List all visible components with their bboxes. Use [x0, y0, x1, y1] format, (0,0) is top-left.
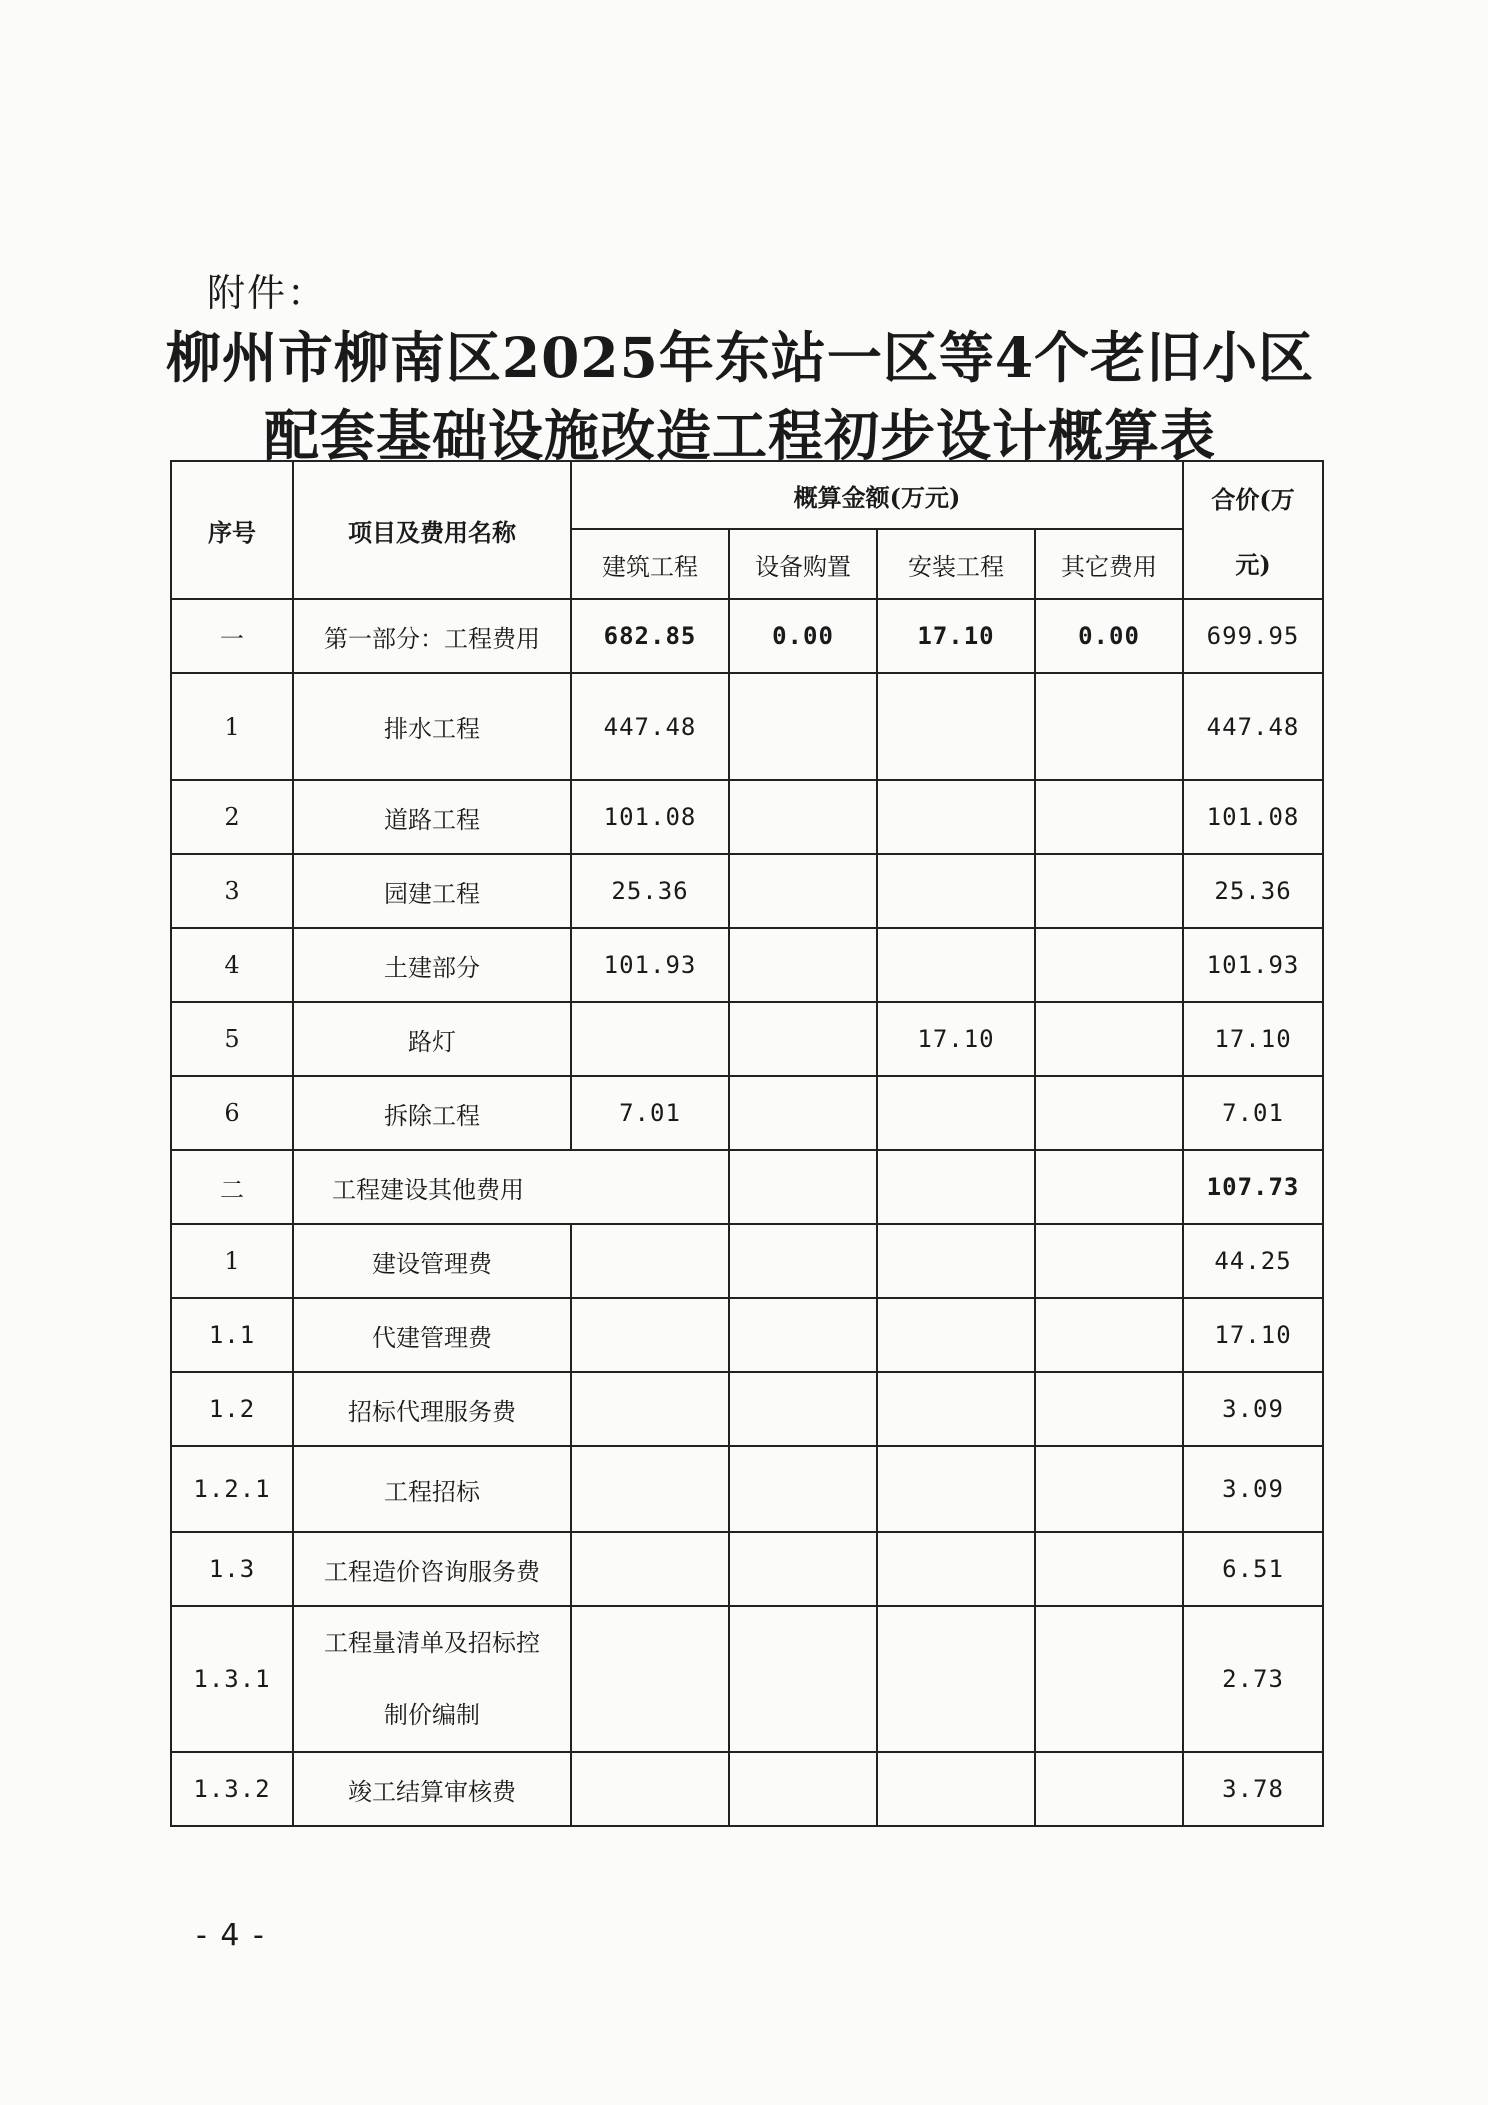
cell-name: 土建部分	[293, 928, 571, 1002]
cell-name-line-2: 制价编制	[384, 1701, 480, 1729]
cell-installation	[877, 1224, 1035, 1298]
header-construction: 建筑工程	[571, 529, 729, 599]
cell-other	[1035, 1446, 1183, 1532]
cell-other	[1035, 1224, 1183, 1298]
cell-other	[1035, 1372, 1183, 1446]
cell-other	[1035, 1002, 1183, 1076]
document-title-line-2: 配套基础设施改造工程初步设计概算表	[263, 403, 1216, 468]
header-seq: 序号	[171, 461, 293, 599]
cell-construction: 682.85	[571, 599, 729, 673]
cell-construction: 101.08	[571, 780, 729, 854]
cell-construction: 25.36	[571, 854, 729, 928]
cell-equipment	[729, 1446, 877, 1532]
cell-installation	[877, 854, 1035, 928]
cell-equipment	[729, 1298, 877, 1372]
table-row	[171, 1446, 1323, 1532]
cell-seq: 1	[171, 1224, 293, 1298]
cell-equipment	[729, 673, 877, 780]
cell-name-line-1: 工程量清单及招标控	[324, 1629, 540, 1657]
cell-construction: 447.48	[571, 673, 729, 780]
cell-seq: 3	[171, 854, 293, 928]
cell-name: 竣工结算审核费	[293, 1752, 571, 1826]
cell-installation	[877, 780, 1035, 854]
cell-seq: 1	[171, 673, 293, 780]
cell-total: 101.08	[1183, 780, 1323, 854]
table-row	[171, 1150, 1323, 1224]
table-row	[171, 780, 1323, 854]
cell-seq: 1.3.1	[171, 1606, 293, 1752]
cell-seq: 4	[171, 928, 293, 1002]
table-row	[171, 1298, 1323, 1372]
table-row	[171, 854, 1323, 928]
header-total	[1183, 461, 1323, 599]
cell-other	[1035, 1532, 1183, 1606]
table-row	[171, 599, 1323, 673]
header-total-line-2: 元)	[1235, 550, 1271, 579]
cell-construction	[571, 1002, 729, 1076]
cell-name: 工程建设其他费用	[293, 1150, 729, 1224]
cell-installation	[877, 1372, 1035, 1446]
table-row	[171, 1002, 1323, 1076]
cell-seq: 一	[171, 599, 293, 673]
cell-installation	[877, 1446, 1035, 1532]
table-row	[171, 1076, 1323, 1150]
header-equipment: 设备购置	[729, 529, 877, 599]
cell-seq: 1.1	[171, 1298, 293, 1372]
cell-other	[1035, 1150, 1183, 1224]
header-installation: 安装工程	[877, 529, 1035, 599]
cell-name: 建设管理费	[293, 1224, 571, 1298]
cell-name: 园建工程	[293, 854, 571, 928]
cell-equipment	[729, 1076, 877, 1150]
attachment-label: 附件：	[207, 271, 328, 315]
header-other: 其它费用	[1035, 529, 1183, 599]
header-name: 项目及费用名称	[293, 461, 571, 599]
cell-other	[1035, 673, 1183, 780]
cell-total: 3.78	[1183, 1752, 1323, 1826]
cell-construction: 101.93	[571, 928, 729, 1002]
cell-equipment	[729, 1372, 877, 1446]
cell-equipment	[729, 1224, 877, 1298]
cell-equipment	[729, 1752, 877, 1826]
cell-construction	[571, 1372, 729, 1446]
document-title-line-1: 柳州市柳南区2025年东站一区等4个老旧小区	[165, 325, 1315, 390]
cell-total: 3.09	[1183, 1372, 1323, 1446]
cell-equipment	[729, 1150, 877, 1224]
cell-total: 7.01	[1183, 1076, 1323, 1150]
cell-name: 代建管理费	[293, 1298, 571, 1372]
table-row	[171, 1606, 1323, 1752]
cell-equipment	[729, 1532, 877, 1606]
cell-construction	[571, 1446, 729, 1532]
cell-other	[1035, 780, 1183, 854]
cell-construction	[571, 1224, 729, 1298]
cell-installation	[877, 1606, 1035, 1752]
cell-total: 17.10	[1183, 1002, 1323, 1076]
cell-construction: 7.01	[571, 1076, 729, 1150]
cell-total: 17.10	[1183, 1298, 1323, 1372]
cell-installation: 17.10	[877, 1002, 1035, 1076]
cell-total: 2.73	[1183, 1606, 1323, 1752]
cell-total: 447.48	[1183, 673, 1323, 780]
cell-construction	[571, 1606, 729, 1752]
cell-seq: 二	[171, 1150, 293, 1224]
cell-total: 25.36	[1183, 854, 1323, 928]
cell-equipment	[729, 928, 877, 1002]
header-total-line-1: 合价(万	[1211, 485, 1295, 514]
table-row	[171, 1224, 1323, 1298]
table-row	[171, 928, 1323, 1002]
cell-name: 招标代理服务费	[293, 1372, 571, 1446]
cell-installation	[877, 1298, 1035, 1372]
cell-name: 道路工程	[293, 780, 571, 854]
cell-total: 107.73	[1183, 1150, 1323, 1224]
cell-total: 699.95	[1183, 599, 1323, 673]
cell-seq: 5	[171, 1002, 293, 1076]
cell-other	[1035, 1606, 1183, 1752]
cell-seq: 1.2	[171, 1372, 293, 1446]
table-row	[171, 673, 1323, 780]
cell-construction	[571, 1532, 729, 1606]
cell-equipment	[729, 1002, 877, 1076]
cell-name: 工程招标	[293, 1446, 571, 1532]
cell-equipment	[729, 1606, 877, 1752]
cell-equipment	[729, 854, 877, 928]
cell-installation	[877, 1076, 1035, 1150]
cell-total: 3.09	[1183, 1446, 1323, 1532]
cell-total: 6.51	[1183, 1532, 1323, 1606]
cell-construction	[571, 1298, 729, 1372]
cell-total: 101.93	[1183, 928, 1323, 1002]
table-row	[171, 1532, 1323, 1606]
cell-installation: 17.10	[877, 599, 1035, 673]
header-estimate-group: 概算金额(万元)	[571, 461, 1183, 529]
cell-name: 工程造价咨询服务费	[293, 1532, 571, 1606]
page-number: - 4 -	[196, 1918, 266, 1953]
cell-name: 拆除工程	[293, 1076, 571, 1150]
cell-other	[1035, 1076, 1183, 1150]
cell-equipment: 0.00	[729, 599, 877, 673]
table-row	[171, 1752, 1323, 1826]
cell-seq: 1.3	[171, 1532, 293, 1606]
cell-other	[1035, 1298, 1183, 1372]
cell-seq: 1.3.2	[171, 1752, 293, 1826]
cell-other	[1035, 1752, 1183, 1826]
cell-installation	[877, 928, 1035, 1002]
cell-name: 路灯	[293, 1002, 571, 1076]
budget-estimate-table	[170, 460, 1324, 1827]
cell-installation	[877, 673, 1035, 780]
cell-installation	[877, 1532, 1035, 1606]
cell-other	[1035, 928, 1183, 1002]
cell-other: 0.00	[1035, 599, 1183, 673]
cell-other	[1035, 854, 1183, 928]
cell-seq: 1.2.1	[171, 1446, 293, 1532]
cell-equipment	[729, 780, 877, 854]
cell-name: 排水工程	[293, 673, 571, 780]
cell-total: 44.25	[1183, 1224, 1323, 1298]
cell-installation	[877, 1150, 1035, 1224]
cell-installation	[877, 1752, 1035, 1826]
cell-seq: 6	[171, 1076, 293, 1150]
cell-name: 第一部分：工程费用	[293, 599, 571, 673]
table-row	[171, 1372, 1323, 1446]
cell-name	[293, 1606, 571, 1752]
cell-construction	[571, 1752, 729, 1826]
cell-seq: 2	[171, 780, 293, 854]
